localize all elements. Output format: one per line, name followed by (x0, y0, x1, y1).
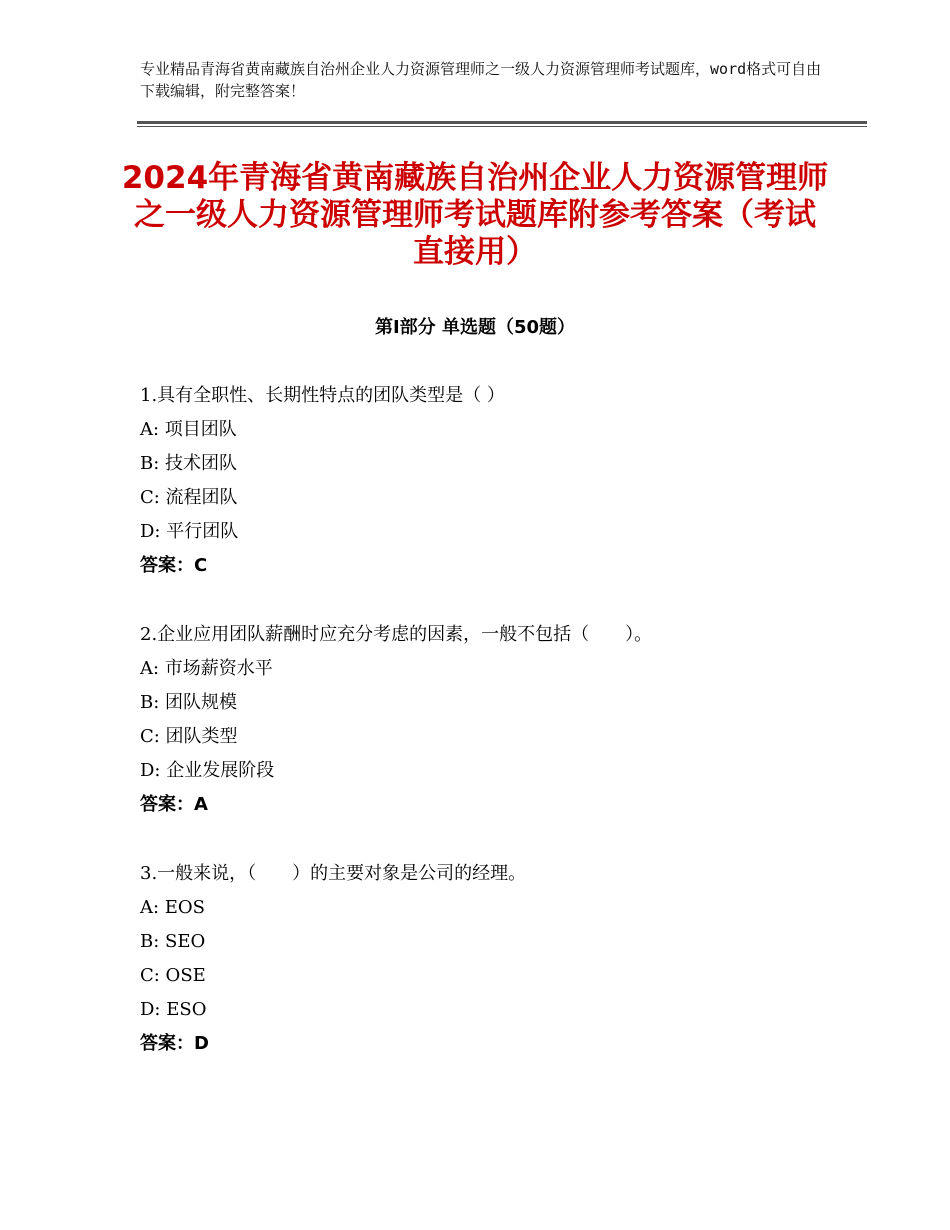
option-a: A: 市场薪资水平 (140, 658, 273, 679)
question-2 (140, 618, 840, 822)
question-1 (140, 379, 840, 583)
option-b: B: 技术团队 (140, 453, 238, 474)
option-b: B: SEO (140, 931, 206, 952)
option-d: D: ESO (140, 999, 207, 1020)
option-c: C: 流程团队 (140, 487, 238, 508)
header-divider-thick (137, 121, 867, 124)
section-title: 第Ⅰ部分 单选题（50题） (374, 317, 575, 338)
header-divider-thin (137, 126, 867, 127)
option-c: C: 团队类型 (140, 726, 238, 747)
option-d: D: 平行团队 (140, 521, 239, 542)
option-a: A: EOS (140, 897, 206, 918)
option-a: A: 项目团队 (140, 419, 237, 440)
option-b: B: 团队规模 (140, 692, 238, 713)
answer: 答案：A (140, 794, 208, 815)
header-note: 专业精品青海省黄南藏族自治州企业人力资源管理师之一级人力资源管理师考试题库，word格式可自由下载编辑，附完整答案！ (140, 60, 822, 100)
answer: 答案：D (140, 1033, 209, 1054)
question-3 (140, 857, 840, 1061)
question-stem: 3.一般来说，（ ）的主要对象是公司的经理。 (140, 863, 527, 884)
question-stem: 2.企业应用团队薪酬时应充分考虑的因素，一般不包括（ ）。 (140, 624, 653, 645)
answer: 答案：C (140, 555, 208, 576)
option-d: D: 企业发展阶段 (140, 760, 275, 781)
document-title: 2024年青海省黄南藏族自治州企业人力资源管理师之一级人力资源管理师考试题库附参考答案（考试直接用） (121, 160, 829, 270)
option-c: C: OSE (140, 965, 206, 986)
question-stem: 1.具有全职性、长期性特点的团队类型是（ ） (140, 385, 505, 406)
